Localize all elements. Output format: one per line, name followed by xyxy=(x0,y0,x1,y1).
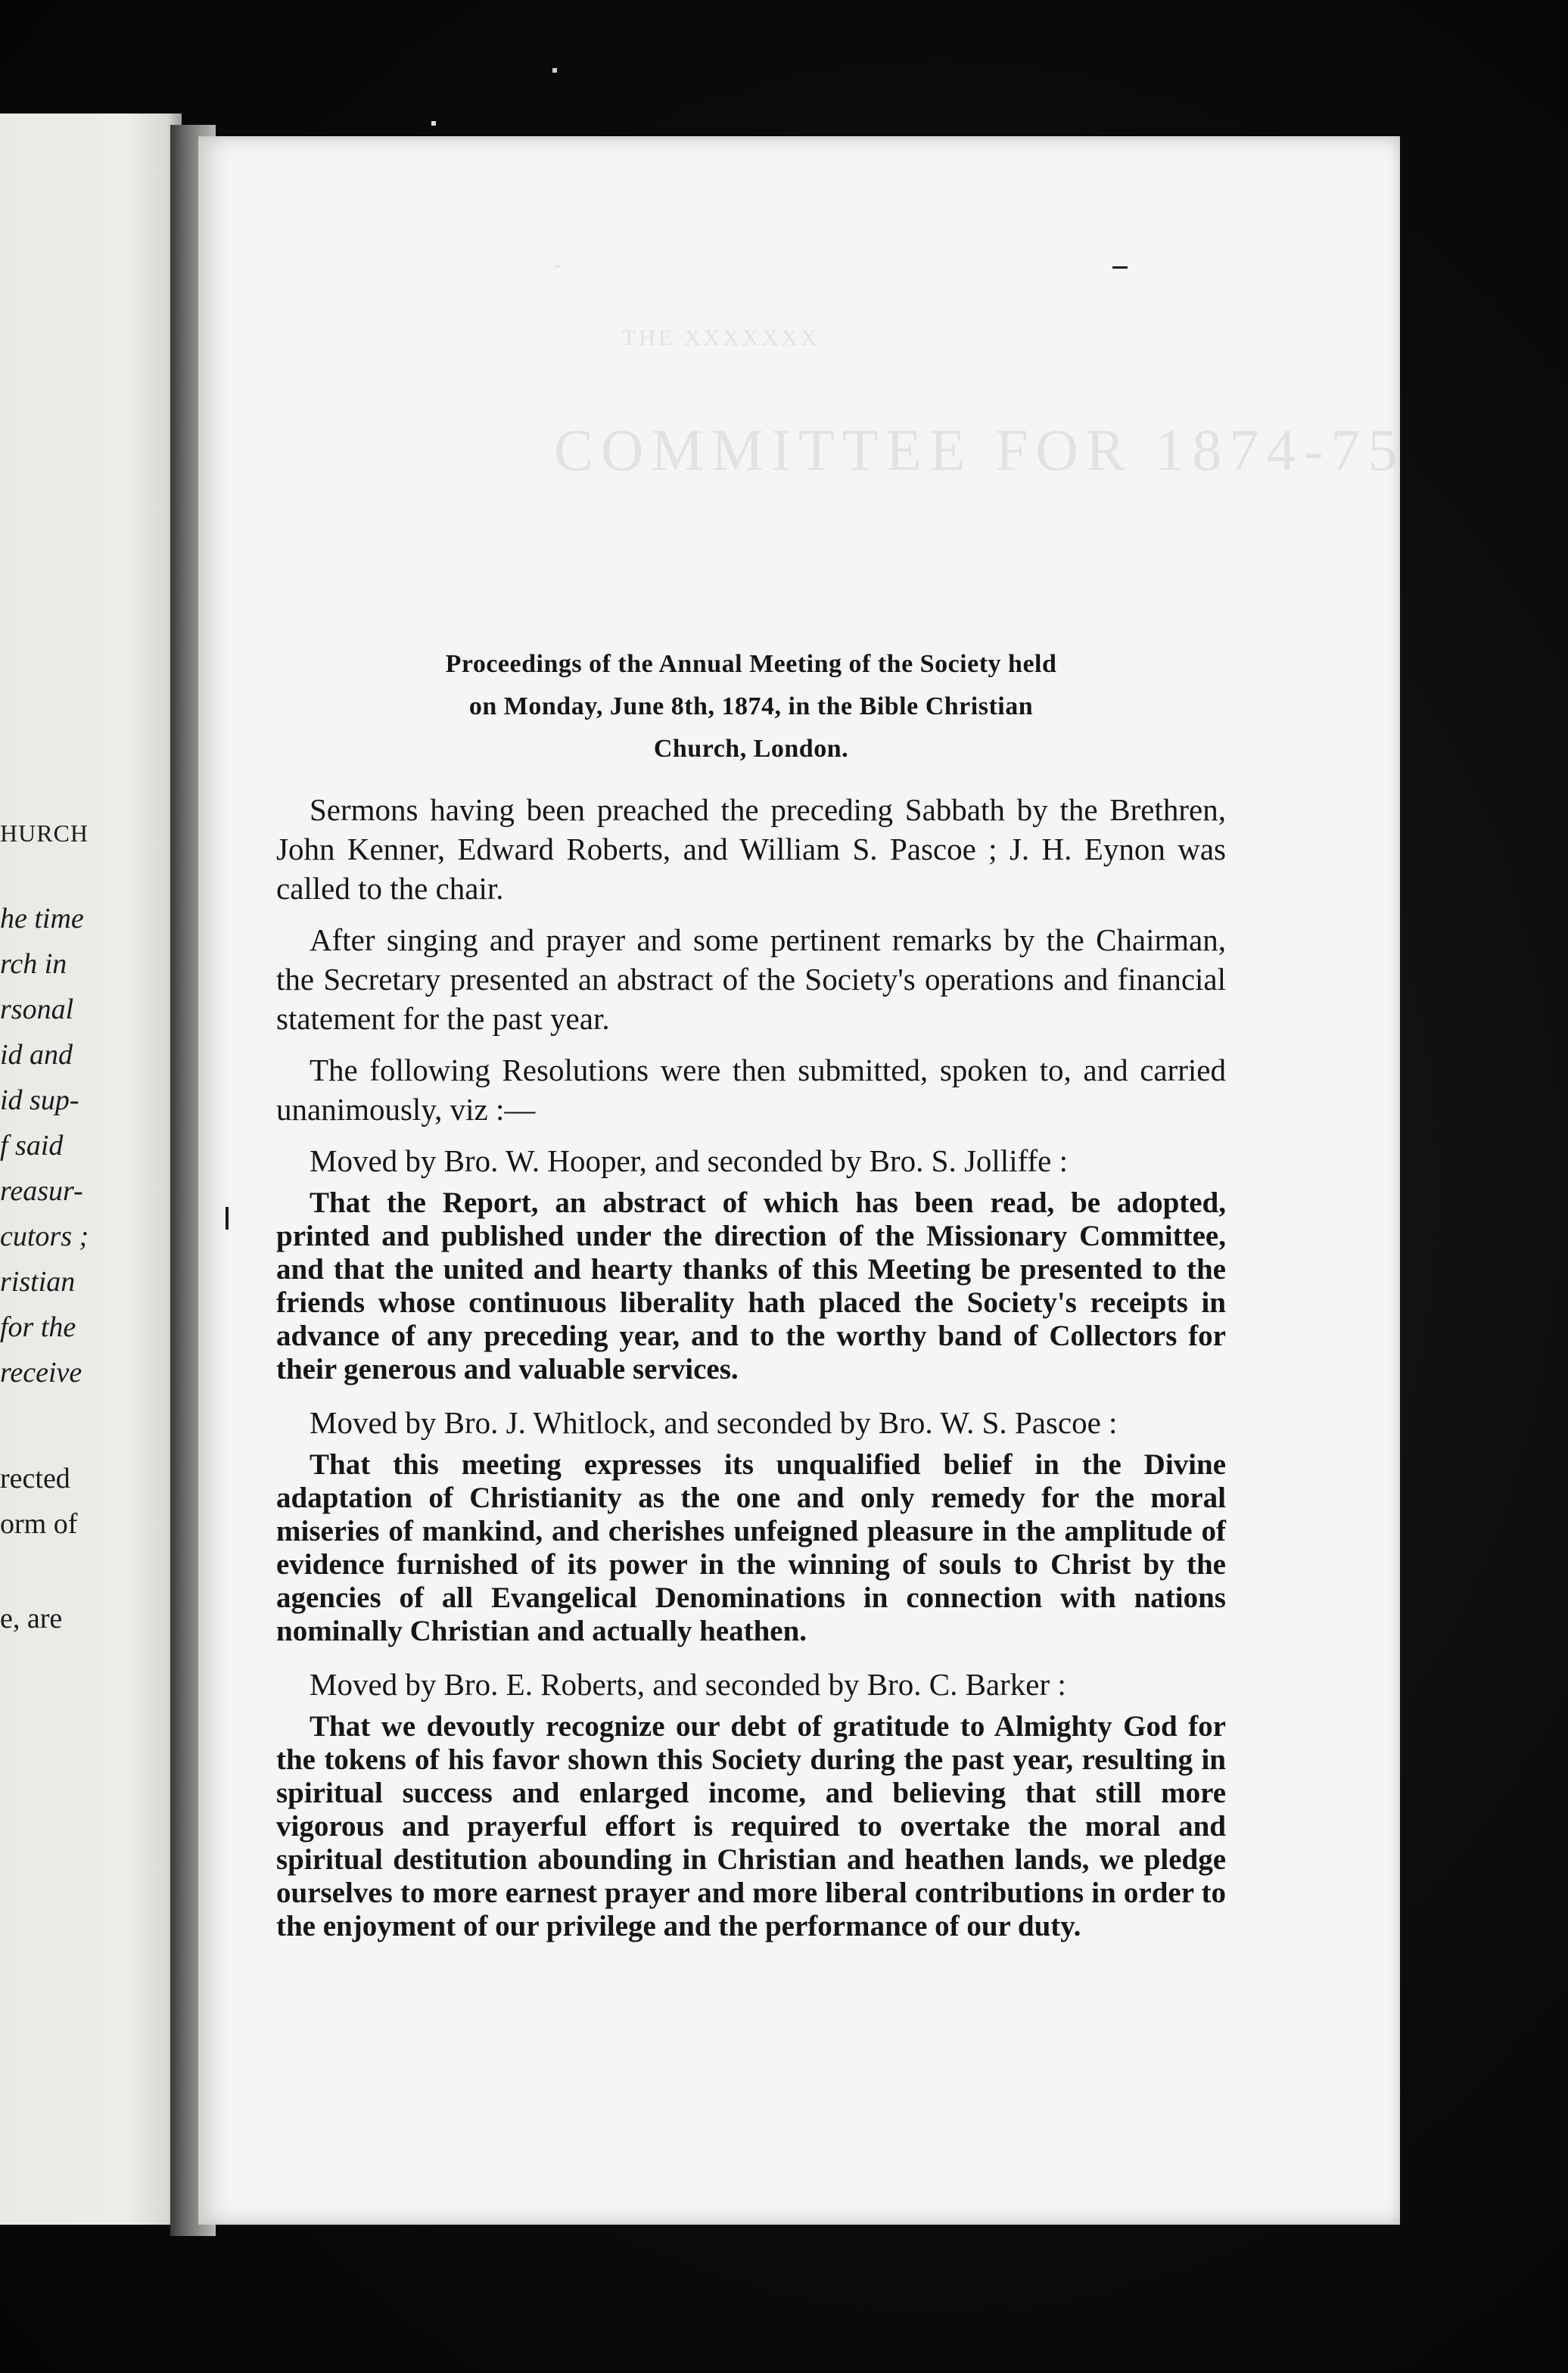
film-speck xyxy=(1112,266,1128,269)
film-speck xyxy=(226,1207,229,1230)
facing-page-fragment: ristian xyxy=(0,1266,76,1298)
facing-page-fragment: he time xyxy=(0,903,84,935)
proceedings-heading xyxy=(276,643,1226,770)
facing-page-fragment: id and xyxy=(0,1039,73,1071)
show-through-title: COMMITTEE FOR 1874-75 xyxy=(554,417,1405,483)
facing-page-fragment: orm of xyxy=(0,1508,78,1540)
film-speck xyxy=(552,68,557,73)
page-text xyxy=(276,643,1226,1960)
facing-page-fragment: receive xyxy=(0,1357,82,1389)
film-speck xyxy=(554,265,562,268)
facing-page-fragment: cutors ; xyxy=(0,1221,89,1252)
paragraph-resolutions-intro: The following Resolutions were then submitted, spoken to, and carried unanimously, viz :— xyxy=(276,1053,1226,1127)
facing-page-fragment: rch in xyxy=(0,948,67,980)
paragraph-sermons: Sermons having been preached the preceding Sabbath by the Brethren, John Kenner, Edward Roberts, and William S. Pascoe ; J. H. Eynon was called to the chair. xyxy=(276,792,1226,906)
facing-page-fragment: rsonal xyxy=(0,994,74,1025)
heading-line: Proceedings of the Annual Meeting of the Society held xyxy=(445,650,1057,678)
mover-line: Moved by Bro. J. Whitlock, and seconded by Bro. W. S. Pascoe : xyxy=(310,1405,1118,1440)
heading-line: on Monday, June 8th, 1874, in the Bible Christian xyxy=(468,692,1034,720)
resolution-text: That the Report, an abstract of which has been read, be adopted, printed and published under the direction of the Missionary Committee, and that the united and hearty thanks of this Meeting be presented to the friends whose continuous liberality hath placed the Society's receipts in advance of any preceding year, and to the worthy band of Collectors for their generous and valuable services. xyxy=(276,1186,1226,1386)
facing-page-fragment: f said xyxy=(0,1130,64,1162)
facing-page-fragment: reasur- xyxy=(0,1175,83,1207)
heading-line: Church, London. xyxy=(653,735,849,763)
mover-line: Moved by Bro. E. Roberts, and seconded by Bro. C. Barker : xyxy=(310,1667,1066,1702)
facing-page xyxy=(0,114,182,2225)
show-through-header: THE XXXXXXX xyxy=(622,325,820,350)
facing-page-fragment: HURCH xyxy=(0,820,89,847)
resolution-text: That we devoutly recognize our debt of gratitude to Almighty God for the tokens of his favor shown this Society during the past year, resulting in spiritual success and enlarged income, and believing that still more vigorous and prayerful effort is required to overtake the moral and spiritual destitution abounding in Christian and heathen lands, we pledge ourselves to more earnest prayer and more liberal contributions in order to the enjoyment of our privilege and the performance of our duty. xyxy=(276,1710,1226,1942)
facing-page-fragment: id sup- xyxy=(0,1084,79,1116)
mover-line: Moved by Bro. W. Hooper, and seconded by Bro. S. Jolliffe : xyxy=(310,1143,1068,1178)
paragraph-opening: After singing and prayer and some pertinent remarks by the Chairman, the Secretary presented an abstract of the Society's operations and financial statement for the past year. xyxy=(276,922,1226,1036)
facing-page-fragment: rected xyxy=(0,1463,70,1494)
resolution-text: That this meeting expresses its unqualified belief in the Divine adaptation of Christianity as the one and only remedy for the moral miseries of mankind, and cherishes unfeigned pleasure in the amplitude of evidence furnished of its power in the winning of souls to Christ by the agencies of all Evangelical Denominations in connection with nations nominally Christian and actually heathen. xyxy=(276,1448,1226,1647)
film-speck xyxy=(431,121,436,126)
facing-page-fragment: for the xyxy=(0,1311,76,1343)
facing-page-fragment: e, are xyxy=(0,1603,63,1634)
